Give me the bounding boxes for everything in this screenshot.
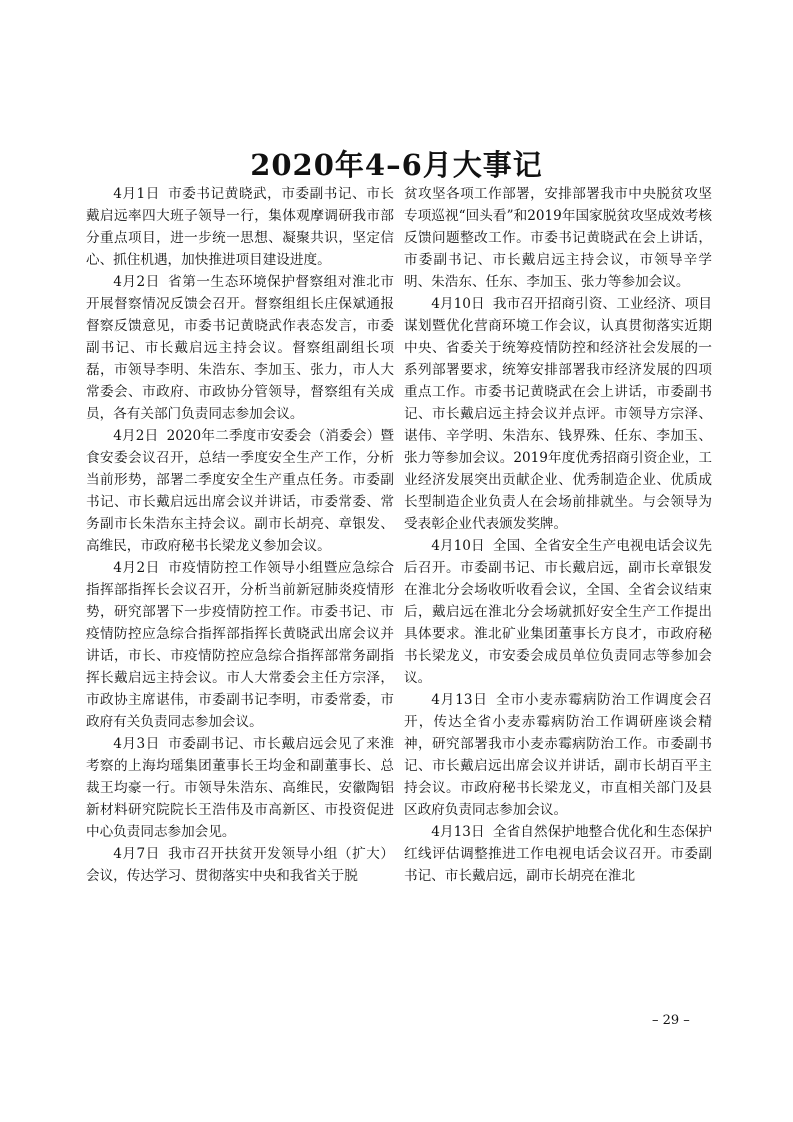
entry-text: 市委书记黄晓武，市委副书记、市长戴启远率四大班子领导一行，集体观摩调研我市部分重点项目，进一步统一思想、凝聚共识，坚定信心、抓住机遇，加快推进项目建设进度。 bbox=[86, 186, 394, 268]
entry-paragraph bbox=[86, 557, 394, 733]
entry-text: 我市召开扶贫开发领导小组（扩大）会议，传达学习、贯彻落实中央和我省关于脱 bbox=[86, 846, 394, 884]
entry-paragraph bbox=[404, 689, 712, 821]
entry-text: 贫攻坚各项工作部署，安排部署我市中央脱贫攻坚专项巡视“回头看”和2019年国家脱贫攻坚成效考核反馈问题整改工作。市委书记黄晓武在会上讲话，市委副书记、市长戴启远主持会议，市领导辛学明、朱浩东、任东、李加玉、张力等参加会议。 bbox=[404, 186, 712, 290]
entry-paragraph bbox=[404, 535, 712, 689]
entry-date: 4月2日 bbox=[113, 274, 160, 290]
entry-date: 4月10日 bbox=[431, 538, 485, 554]
page-title: 2020年4–6月大事记 bbox=[250, 148, 543, 182]
entry-date: 4月13日 bbox=[431, 824, 485, 840]
entry-text: 全国、全省安全生产电视电话会议先后召开。市委副书记、市长戴启远，副市长章银发在淮北分会场收听收看会议，全国、全省会议结束后，戴启远在淮北分会场就抓好安全生产工作提出具体要求。淮北矿业集团董事长方良才，市政府秘书长梁龙义，市安委会成员单位负责同志等参加会议。 bbox=[404, 538, 712, 686]
left-column bbox=[86, 183, 394, 887]
entry-date: 4月2日 bbox=[113, 428, 159, 444]
entry-paragraph bbox=[86, 271, 394, 425]
entry-date: 4月7日 bbox=[113, 846, 160, 862]
entry-paragraph bbox=[86, 425, 394, 557]
entry-text: 全市小麦赤霉病防治工作调度会召开，传达全省小麦赤霉病防治工作调研座谈会精神，研究部署我市小麦赤霉病防治工作。市委副书记、市长戴启远出席会议并讲话，副市长胡百平主持会议。市政府秘书长梁龙义，市直相关部门及县区政府负责同志参加会议。 bbox=[404, 692, 712, 818]
entry-date: 4月3日 bbox=[113, 736, 160, 752]
entry-paragraph bbox=[86, 843, 394, 887]
entry-text: 市疫情防控工作领导小组暨应急综合指挥部指挥长会议召开，分析当前新冠肺炎疫情形势，研究部署下一步疫情防控工作。市委书记、市疫情防控应急综合指挥部指挥长黄晓武出席会议并讲话，市长、市疫情防控应急综合指挥部常务副指挥长戴启远主持会议。市人大常委会主任方宗泽，市政协主席谌伟，市委副书记李明，市委常委，市政府有关负责同志参加会议。 bbox=[86, 560, 394, 730]
entry-date: 4月13日 bbox=[431, 692, 488, 708]
entry-paragraph bbox=[86, 183, 394, 271]
entry-text: 市委副书记、市长戴启远会见了来淮考察的上海均瑶集团董事长王均金和副董事长、总裁王均豪一行。市领导朱浩东、高维民，安徽陶铝新材料研究院院长王浩伟及市高新区、市投资促进中心负责同志参加会见。 bbox=[86, 736, 394, 840]
entry-date: 4月1日 bbox=[113, 186, 160, 202]
entry-paragraph-continued bbox=[404, 183, 712, 293]
entry-paragraph bbox=[404, 821, 712, 887]
entry-text: 省第一生态环境保护督察组对淮北市开展督察情况反馈会召开。督察组组长庄保斌通报督察反馈意见，市委书记黄晓武作表态发言，市委副书记、市长戴启远主持会议。督察组副组长项磊，市领导李明、朱浩东、李加玉、张力，市人大常委会、市政府、市政协分管领导，督察组有关成员，各有关部门负责同志参加会议。 bbox=[86, 274, 394, 422]
page-number: – 29 – bbox=[652, 1013, 690, 1028]
entry-text: 2020年二季度市安委会（消委会）暨食安委会议召开，总结一季度安全生产工作，分析当前形势，部署二季度安全生产重点任务。市委副书记、市长戴启远出席会议并讲话，市委常委、常务副市长朱浩东主持会议。副市长胡亮、章银发、高维民，市政府秘书长梁龙义参加会议。 bbox=[86, 428, 394, 554]
entry-paragraph bbox=[86, 733, 394, 843]
entry-paragraph bbox=[404, 293, 712, 535]
right-column bbox=[404, 183, 712, 887]
entry-text: 我市召开招商引资、工业经济、项目谋划暨优化营商环境工作会议，认真贯彻落实近期中央、省委关于统筹疫情防控和经济社会发展的一系列部署要求，统筹安排部署我市经济发展的四项重点工作。市委书记黄晓武在会上讲话，市委副书记、市长戴启远主持会议并点评。市领导方宗泽、谌伟、辛学明、朱浩东、钱界殊、任东、李加玉、张力等参加会议。2019年度优秀招商引资企业，工业经济发展突出贡献企业、优秀制造企业、优质成长型制造企业负责人在会场前排就坐。与会领导为受表彰企业代表颁发奖牌。 bbox=[404, 296, 712, 532]
entry-date: 4月2日 bbox=[113, 560, 160, 576]
entry-text: 全省自然保护地整合优化和生态保护红线评估调整推进工作电视电话会议召开。市委副书记、市长戴启远，副市长胡亮在淮北 bbox=[404, 824, 712, 884]
entry-date: 4月10日 bbox=[431, 296, 485, 312]
